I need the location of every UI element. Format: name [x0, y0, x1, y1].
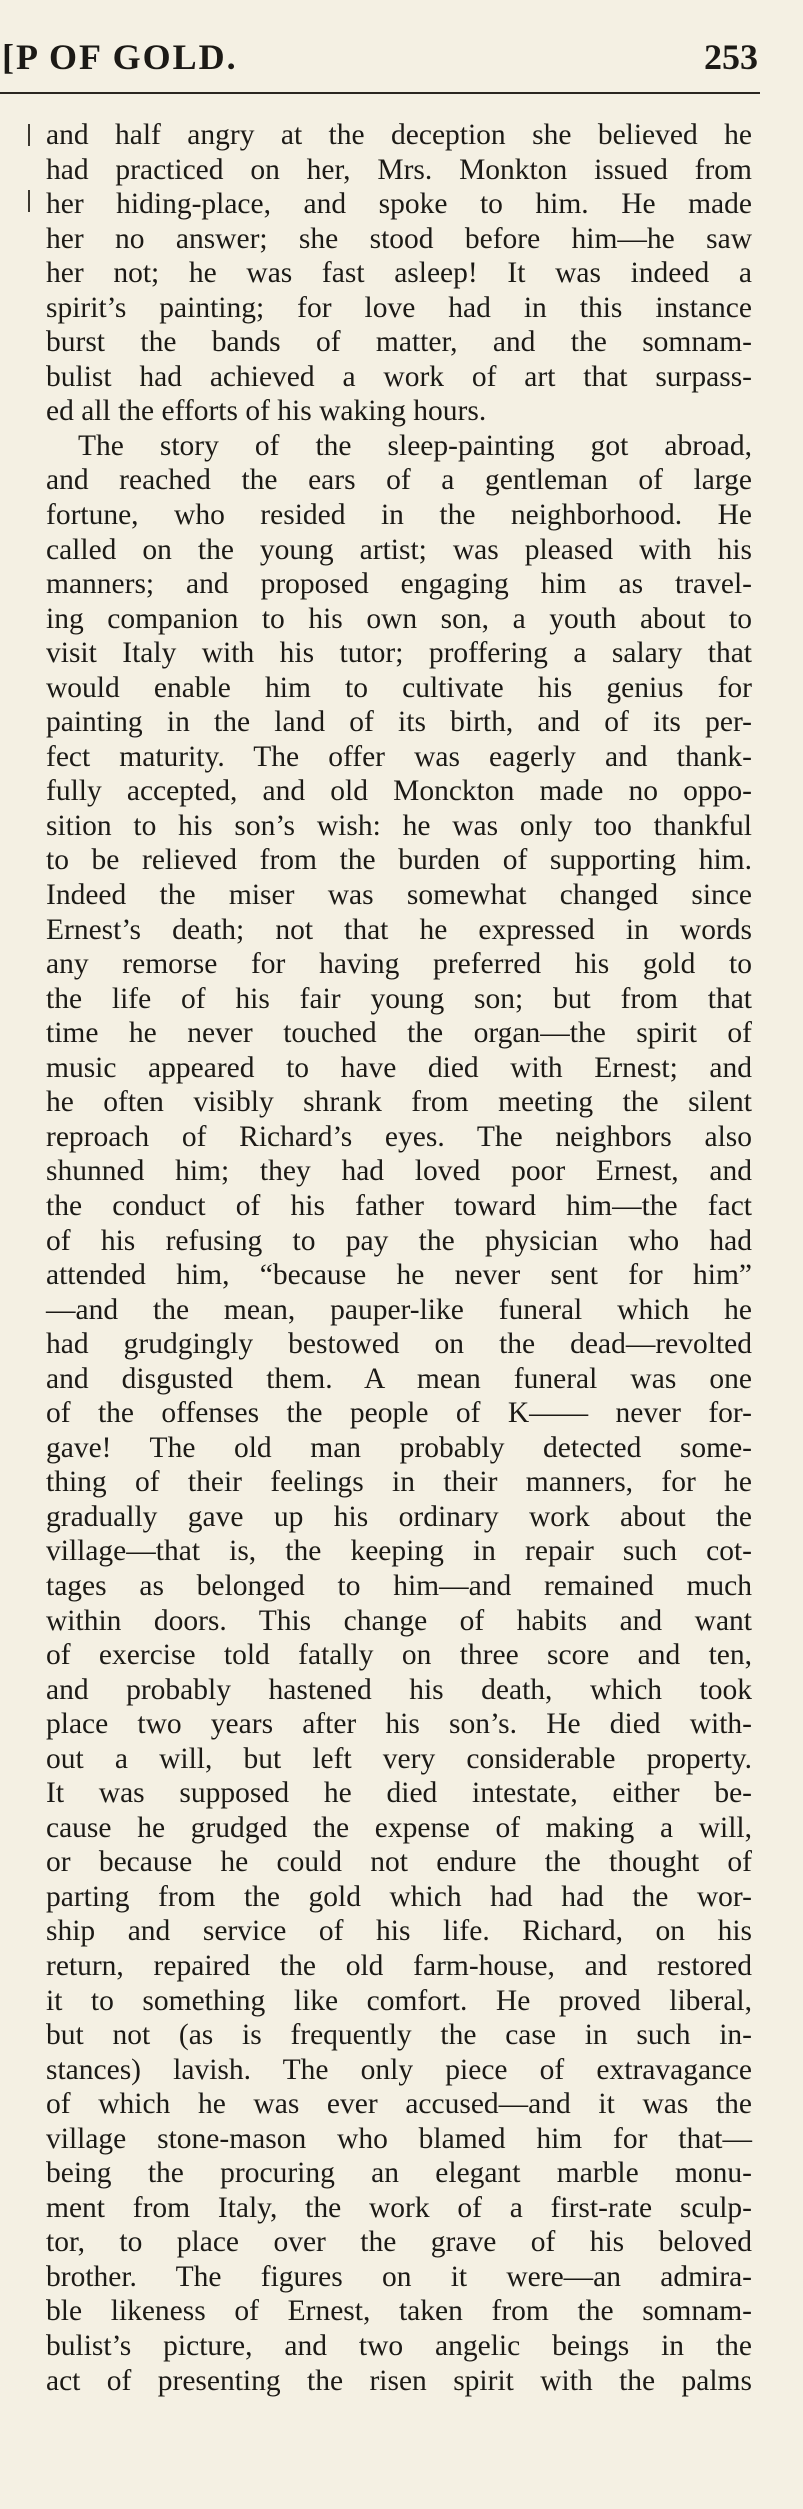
- text-line: or because he could not endure the thought of: [46, 1846, 752, 1879]
- text-line: cause he grudged the expense of making a will,: [46, 1811, 752, 1844]
- text-line: it to something like comfort. He proved liberal,: [46, 1984, 752, 2017]
- text-line: It was supposed he died intestate, either be-: [46, 1777, 752, 1810]
- text-line: her no answer; she stood before him—he saw: [46, 222, 752, 255]
- running-header: [0, 34, 760, 94]
- text-line: place two years after his son’s. He died with-: [46, 1708, 752, 1741]
- text-line: fully accepted, and old Monckton made no oppo-: [46, 775, 752, 808]
- text-line: fect maturity. The offer was eagerly and thank-: [46, 740, 752, 773]
- text-line: shunned him; they had loved poor Ernest, and: [46, 1155, 752, 1188]
- text-line: village—that is, the keeping in repair such cot-: [46, 1535, 752, 1568]
- text-line: the life of his fair young son; but from that: [46, 982, 752, 1015]
- text-line: to be relieved from the burden of supporting him.: [46, 844, 752, 877]
- text-line: visit Italy with his tutor; proffering a salary that: [46, 637, 752, 670]
- page-number: 253: [704, 37, 758, 77]
- text-line: her not; he was fast asleep! It was indeed a: [46, 257, 752, 290]
- text-line: —and the mean, pauper-like funeral which he: [46, 1293, 752, 1326]
- text-line: time he never touched the organ—the spirit of: [46, 1017, 752, 1050]
- text-line: music appeared to have died with Ernest; and: [46, 1051, 752, 1084]
- text-line: sition to his son’s wish: he was only too thankful: [46, 809, 752, 842]
- text-line: the conduct of his father toward him—the fact: [46, 1189, 752, 1222]
- text-line: parting from the gold which had had the wor-: [46, 1880, 752, 1913]
- text-line: and disgusted them. A mean funeral was one: [46, 1362, 752, 1395]
- text-line: of the offenses the people of K—— never for-: [46, 1397, 752, 1430]
- text-line: her hiding-place, and spoke to him. He made: [46, 188, 752, 221]
- text-line: stances) lavish. The only piece of extravagance: [46, 2053, 752, 2086]
- text-line: had grudgingly bestowed on the dead—revolted: [46, 1328, 752, 1361]
- text-line: ing companion to his own son, a youth about to: [46, 602, 752, 635]
- text-line: gave! The old man probably detected some-: [46, 1431, 752, 1464]
- text-line: fortune, who resided in the neighborhood. He: [46, 499, 752, 532]
- body-text: [46, 118, 752, 2398]
- text-line: gradually gave up his ordinary work about the: [46, 1500, 752, 1533]
- text-line: of which he was ever accused—and it was the: [46, 2088, 752, 2121]
- text-line: he often visibly shrank from meeting the silent: [46, 1086, 752, 1119]
- text-line: bulist’s picture, and two angelic beings in the: [46, 2330, 752, 2362]
- text-line: within doors. This change of habits and want: [46, 1604, 752, 1637]
- text-line: burst the bands of matter, and the somnam-: [46, 326, 752, 359]
- text-line: attended him, “because he never sent for him”: [46, 1259, 752, 1292]
- text-line: and probably hastened his death, which took: [46, 1673, 752, 1706]
- text-line: ment from Italy, the work of a first-rate sculp-: [46, 2191, 752, 2224]
- text-line: bulist had achieved a work of art that surpass-: [46, 360, 752, 393]
- text-line: would enable him to cultivate his genius for: [46, 671, 752, 704]
- text-line: ble likeness of Ernest, taken from the somnam-: [46, 2295, 752, 2328]
- running-title: [P OF GOLD.: [2, 37, 238, 77]
- text-line: spirit’s painting; for love had in this instance: [46, 291, 752, 324]
- text-line: The story of the sleep-painting got abroad,: [78, 429, 752, 462]
- text-line: of his refusing to pay the physician who had: [46, 1224, 752, 1257]
- text-line: return, repaired the old farm-house, and restored: [46, 1949, 752, 1982]
- text-line: Ernest’s death; not that he expressed in words: [46, 913, 752, 946]
- text-line: brother. The figures on it were—an admira-: [46, 2260, 752, 2293]
- text-line: thing of their feelings in their manners, for he: [46, 1466, 752, 1499]
- text-line: out a will, but left very considerable property.: [46, 1742, 752, 1775]
- text-line: reproach of Richard’s eyes. The neighbors also: [46, 1120, 752, 1153]
- text-line: tor, to place over the grave of his beloved: [46, 2226, 752, 2259]
- text-line: act of presenting the risen spirit with the palms: [46, 2364, 752, 2397]
- text-line: ed all the efforts of his waking hours.: [46, 395, 487, 428]
- text-line: being the procuring an elegant marble monu-: [46, 2157, 752, 2190]
- text-line: manners; and proposed engaging him as travel-: [46, 568, 752, 601]
- text-line: but not (as is frequently the case in such in-: [46, 2019, 752, 2052]
- text-line: Indeed the miser was somewhat changed since: [46, 879, 752, 912]
- text-line: of exercise told fatally on three score and ten,: [46, 1639, 752, 1672]
- text-line: and half angry at the deception she believed he: [46, 119, 752, 151]
- text-line: called on the young artist; was pleased with his: [46, 533, 752, 566]
- text-line: village stone-mason who blamed him for that—: [46, 2122, 752, 2155]
- text-line: tages as belonged to him—and remained much: [46, 1569, 752, 1602]
- text-line: had practiced on her, Mrs. Monkton issued from: [46, 153, 752, 186]
- text-line: and reached the ears of a gentleman of large: [46, 464, 752, 497]
- text-line: painting in the land of its birth, and of its per-: [46, 706, 752, 739]
- margin-mark: [28, 190, 30, 212]
- margin-mark: [28, 124, 30, 146]
- text-line: ship and service of his life. Richard, on his: [46, 1915, 752, 1948]
- text-line: any remorse for having preferred his gold to: [46, 948, 752, 981]
